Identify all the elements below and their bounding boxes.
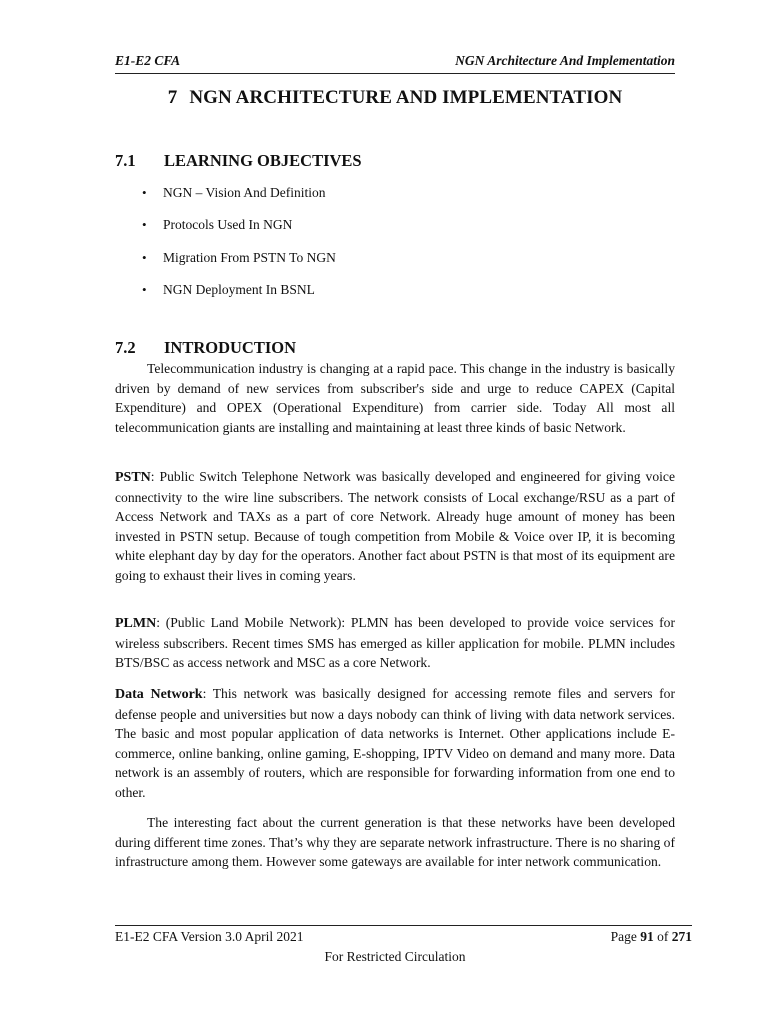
data-network-paragraph [115, 684, 675, 803]
section-title: LEARNING OBJECTIVES [164, 151, 362, 170]
section-heading-learning-objectives [115, 151, 362, 171]
plmn-term: PLMN [115, 616, 157, 631]
chapter-title-text: NGN ARCHITECTURE AND IMPLEMENTATION [189, 87, 623, 108]
section-title: INTRODUCTION [164, 338, 297, 357]
section-number: 7.2 [115, 338, 136, 357]
list-item: • NGN – Vision And Definition [142, 185, 326, 200]
closing-paragraph: The interesting fact about the current generation is that these networks have been developed during different time zones. That’s why they are separate network infrastructure. There is no sharing of infrastructure among them. However some gateways are available for inter network communication. [115, 815, 675, 870]
chapter-number: 7 [167, 87, 178, 108]
plmn-paragraph [115, 613, 675, 673]
header-left: E1-E2 CFA [115, 53, 181, 68]
circulation-note: For Restricted Circulation [324, 949, 466, 964]
page-current: 91 [640, 929, 654, 944]
pstn-text: : Public Switch Telephone Network was basically developed and engineered for giving voice connectivity to the wire line subscribers. The network consists of Local exchange/RSU as a part of Access Network and TAXs as a part of core Network. Already huge amount of money has been invested in PSTN setup. Because of tough competition from Mobile & Voice over IP, it is becoming white elephant day by day for the operators. Another fact about PSTN is that most of its equipment are going to exhaust their lives in coming years. [115, 469, 675, 583]
footer-rule [115, 925, 692, 926]
intro-paragraph: Telecommunication industry is changing at a rapid pace. This change in the industry is basically driven by demand of new services from subscriber's side and urge to reduce CAPEX (Capital Expenditure) and OPEX (Operational Expenditure) from carrier side. Today All most all telecommunication giants are installing and maintaining at least three kinds of basic Network. [115, 361, 675, 435]
objectives-list [115, 185, 675, 314]
list-item: • Migration From PSTN To NGN [142, 249, 336, 265]
footer-version: E1-E2 CFA Version 3.0 April 2021 [115, 929, 304, 944]
bullet-icon: • [142, 217, 147, 233]
section-heading-introduction [115, 338, 296, 358]
bullet-icon: • [142, 185, 147, 200]
data-network-term: Data Network [115, 687, 203, 702]
data-network-text: : This network was basically designed for accessing remote files and servers for defense people and universities but now a days nobody can think of living with data network services. The basic and most popular application of data networks is Internet. Other applications include E-commerce, online banking, online gaming, E-shopping, IPTV Video on demand and many more. Data network is an assembly of routers, which are responsible for forwarding information from one end to other. [115, 686, 676, 800]
header-rule [115, 73, 675, 74]
plmn-text: : (Public Land Mobile Network): PLMN has been developed to provide voice services for wireless subscribers. Recent times SMS has emerged as killer application for mobile. PLMN includes BTS/BSC as access network and MSC as a core Network. [115, 615, 675, 671]
bullet-icon: • [142, 281, 147, 297]
pstn-term: PSTN [115, 470, 151, 485]
pstn-paragraph [115, 467, 675, 586]
bullet-icon: • [142, 249, 147, 265]
chapter-title [115, 87, 675, 109]
page-number: Page 91 of 271 [610, 929, 692, 944]
header-right: NGN Architecture And Implementation [455, 53, 675, 68]
list-item: • NGN Deployment In BSNL [142, 281, 315, 297]
page-total: 271 [671, 929, 692, 944]
list-item: • Protocols Used In NGN [142, 217, 293, 233]
section-number: 7.1 [115, 151, 136, 170]
